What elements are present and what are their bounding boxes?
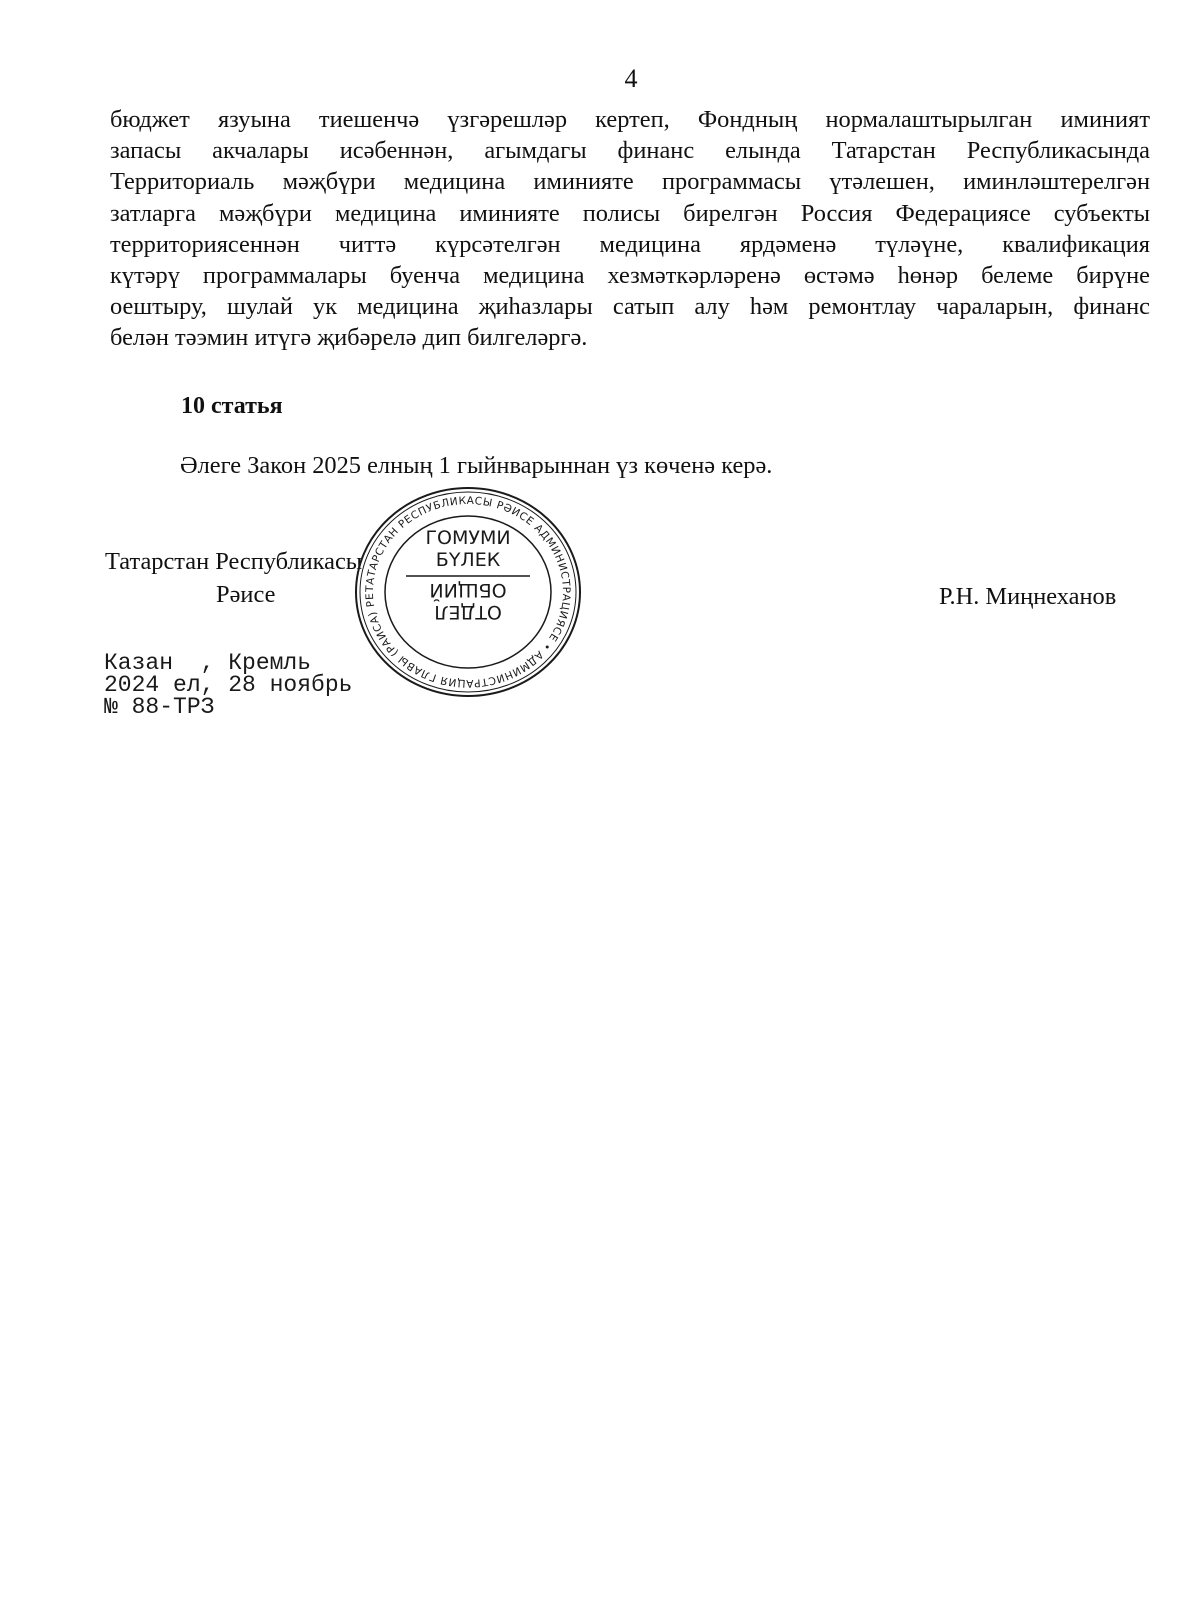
stamp-upper-word: ГОМУМИ bbox=[425, 527, 511, 549]
place-line: Казан , Кремль bbox=[104, 650, 312, 676]
article-text: Әлеге Закон 2025 елның 1 гыйнварыннан үз көченә керә. bbox=[180, 452, 773, 479]
stamp-ring-text: ТАТАРСТАН РЕСПУБЛИКАСЫ РӘИСЕ АДМИНИСТРАЦИЯСЕ • АДМИНИСТРАЦИЯ ГЛАВЫ (РАИСА) РЕ bbox=[363, 494, 573, 690]
body-paragraph bbox=[110, 104, 1150, 354]
signer-name: Р.Н. Миңнеханов bbox=[939, 583, 1117, 610]
body-line: Территориаль мәҗбүри медицина иминияте программасы үтәлешен, иминләштерелгән bbox=[110, 168, 1150, 196]
page-number: 4 bbox=[624, 64, 638, 93]
official-stamp bbox=[348, 482, 588, 702]
law-number: № 88-ТРЗ bbox=[104, 694, 215, 720]
body-line: запасы акчалары исәбеннән, агымдагы финанс елында Татарстан Республикасында bbox=[110, 137, 1150, 165]
stamp-lower-word: ОТДЕЛ bbox=[434, 601, 502, 623]
article-title: 10 статья bbox=[181, 393, 283, 419]
body-line: бюджет язуына тиешенчә үзгәрешләр кертеп, Фондның нормалаштырылган иминият bbox=[110, 106, 1150, 133]
date-line: 2024 ел, 28 ноябрь bbox=[104, 672, 353, 698]
stamp-upper-word: БҮЛЕК bbox=[435, 549, 501, 571]
signer-organization: Татарстан Республикасы bbox=[105, 548, 363, 575]
stamp-graphic bbox=[348, 482, 588, 702]
body-line: затларга мәҗбүри медицина иминияте полисы бирелгән Россия Федерациясе субъекты bbox=[110, 199, 1150, 227]
body-line: белән тәэмин итүгә җибәрелә дип билгеләргә. bbox=[110, 324, 588, 352]
body-line: күтәрү программалары буенча медицина хезмәткәрләренә өстәмә һөнәр белеме бирүне bbox=[110, 262, 1150, 290]
place-date-block bbox=[104, 652, 352, 718]
signer-title: Рәисе bbox=[216, 581, 276, 608]
body-line: оештыру, шулай ук медицина җиһазлары сатып алу һәм ремонтлау чараларын, финанс bbox=[110, 293, 1150, 321]
body-line: территориясеннән читтә күрсәтелгән медицина ярдәменә түләүне, квалификация bbox=[110, 230, 1150, 258]
stamp-lower-word: ОБЩИЙ bbox=[429, 579, 507, 601]
